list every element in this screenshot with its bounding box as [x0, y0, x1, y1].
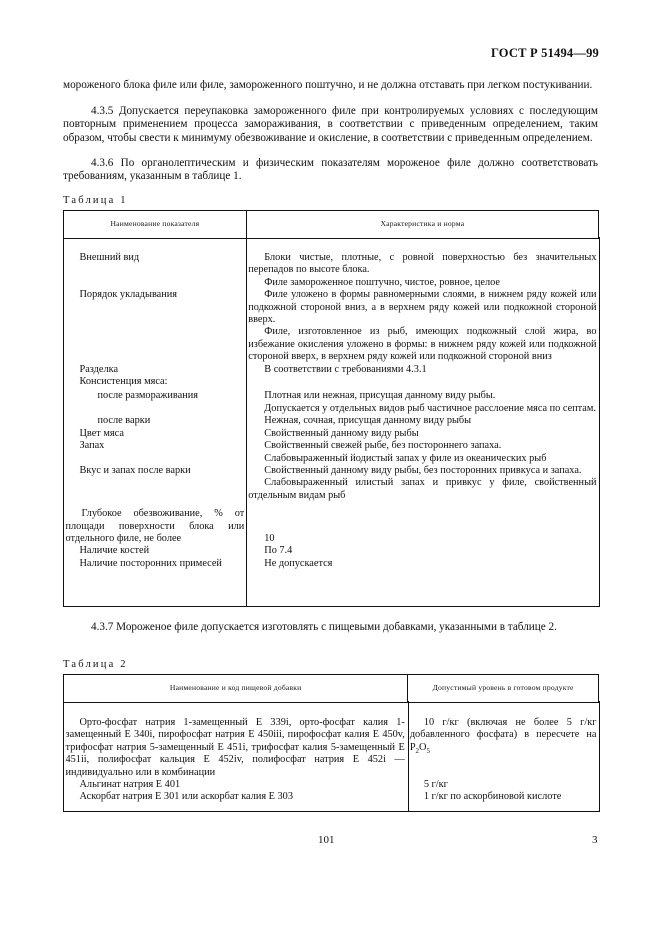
- table1-caption: Таблица 1: [63, 195, 128, 206]
- table-row: [64, 508, 599, 545]
- table-row: [64, 717, 599, 779]
- table2-row-value: 5 г/кг: [423, 779, 448, 791]
- sheet-number: 3: [592, 834, 598, 846]
- table-row: [64, 364, 599, 376]
- table-row: [64, 465, 599, 502]
- table1-row-value: Не допускается: [264, 557, 333, 569]
- table1-row-name: Разделка: [79, 363, 119, 375]
- table2-header-row: [64, 675, 599, 703]
- table-row: [64, 545, 599, 557]
- table2-row-name: Аскорбат натрия Е 301 или аскорбат калия Е 303: [79, 791, 293, 803]
- table-row: [64, 428, 599, 440]
- table1-row-name: Порядок укладывания: [79, 289, 178, 301]
- table-row: [64, 779, 599, 791]
- table1-row-name: Наличие костей: [79, 545, 150, 557]
- table1-row-name: после размораживания: [97, 390, 198, 402]
- table1-row-name: Цвет мяса: [79, 427, 124, 439]
- table-row: [64, 791, 599, 803]
- table1-header-name: Наименование показателя: [64, 211, 247, 239]
- table1-row-name: Внешний вид: [79, 252, 140, 263]
- paragraph-4-3-7: 4.3.7 Мороженое филе допускается изготовлять с пищевыми добавками, указанными в таблице 2.: [91, 621, 557, 633]
- table2-row-name: Альгинат натрия Е 401: [79, 779, 181, 791]
- table2-row-value: 10 г/кг (включая не более 5 г/кг добавленного фосфата) в пересчете на $Р_2О_5$: [409, 717, 597, 755]
- table-row: [64, 390, 599, 415]
- table2: [63, 674, 599, 804]
- table1-row-name: Вкус и запах после варки: [79, 464, 191, 476]
- page-number: 101: [318, 834, 335, 846]
- table1-row-value: Свойственный данному виду рыбы: [264, 427, 419, 439]
- table-row: [64, 376, 599, 388]
- table1-row-value: Слабовыраженный илистый запах и привкус у филе, свойственный отдельным видам рыб: [248, 477, 597, 501]
- table1-row-value: Филе, изготовленное из рыб, имеющих подкожный слой жира, во избежание окисления уложено в формы: в нижнем ряду кожей или подкожной стороной вверх, в верхнем ряду кожей или подкожной стороной вниз: [248, 326, 597, 363]
- table1-row-name: Консистенция мяса:: [79, 376, 168, 388]
- table2-caption: Таблица 2: [63, 659, 128, 670]
- table-row: [64, 289, 599, 363]
- table2-header-name: Наименование и код пищевой добавки: [64, 675, 408, 703]
- table2-header-value: Допустимый уровень в готовом продукте: [408, 675, 599, 703]
- table1-row-value: Нежная, сочная, присущая данному виду рыбы: [264, 415, 472, 427]
- paragraph-continuation: мороженого блока филе или филе, замороженного поштучно, и не должна отставать при легком постукивании.: [63, 79, 593, 91]
- table1: [63, 210, 599, 570]
- table-row: [64, 558, 599, 570]
- paragraph-4-3-5: 4.3.5 Допускается переупаковка замороженного филе при контролируемых условиях с последующим повторным применением процесса замораживания, в соответствии с приведенным определением, таким образом, чтобы свести к минимуму обезвоживание и окисление, в соответствии с приведенным определением.: [63, 105, 598, 144]
- table1-row-value: Допускается у отдельных видов рыб частичное расслоение мяса по септам.: [264, 402, 596, 414]
- table2-row-value: 1 г/кг по аскорбиновой кислоте: [423, 791, 562, 803]
- table1-row-name: Глубокое обезвоживание, % от площади поверхности блока или отдельного филе, не более: [65, 508, 245, 544]
- table1-row-value: Филе замороженное поштучно, чистое, ровное, целое: [264, 276, 500, 288]
- paragraph-4-3-6: 4.3.6 По органолептическим и физическим показателям мороженое филе должно соответствовать требованиям, указанным в таблице 1.: [63, 157, 598, 183]
- standard-header: ГОСТ Р 51494—99: [490, 46, 599, 60]
- table1-row-value: Слабовыраженный йодистый запах у филе из океанических рыб: [264, 452, 547, 464]
- table2-row-name: Орто-фосфат натрия 1-замещенный Е 339i, орто-фосфат калия 1-замещенный Е 340i, пирофосфат натрия Е 450iii, пирофосфат калия Е 450v, трифосфат натрия 5-замещенный Е 451i, трифосфат калия 5-замещенный Е 451ii, полифосфат кальция Е 452iv, полифосфат натрия Е 452i — индивидуально или в комбинации: [65, 717, 405, 778]
- table1-header-value: Характеристика и норма: [246, 211, 598, 239]
- table1-row-value: По 7.4: [264, 545, 293, 557]
- table1-row-name: Наличие посторонних примесей: [79, 557, 222, 569]
- table1-row-value: Блоки чистые, плотные, с ровной поверхностью без значительных перепадов по высоте блока.: [248, 252, 597, 276]
- table1-row-value: Свойственный свежей рыбе, без постороннего запаха.: [264, 440, 502, 452]
- table1-row-value: Филе уложено в формы равномерными слоями, в нижнем ряду кожей или подкожной стороной вниз, а в верхнем ряду кожей или подкожной стороной вверх.: [248, 289, 597, 326]
- table1-row-name: Запах: [79, 440, 105, 452]
- table1-row-value: Свойственный данному виду рыбы, без посторонних привкуса и запаха.: [264, 464, 582, 476]
- table-row: [64, 415, 599, 427]
- table-row: [64, 252, 599, 289]
- table1-header-row: [64, 211, 599, 239]
- table1-row-value: Плотная или нежная, присущая данному виду рыбы.: [264, 390, 496, 402]
- table1-row-name: после варки: [97, 415, 151, 427]
- table-row: [64, 440, 599, 465]
- table1-row-value: В соответствии с требованиями 4.3.1: [264, 363, 427, 375]
- table1-row-value: 10: [264, 532, 275, 544]
